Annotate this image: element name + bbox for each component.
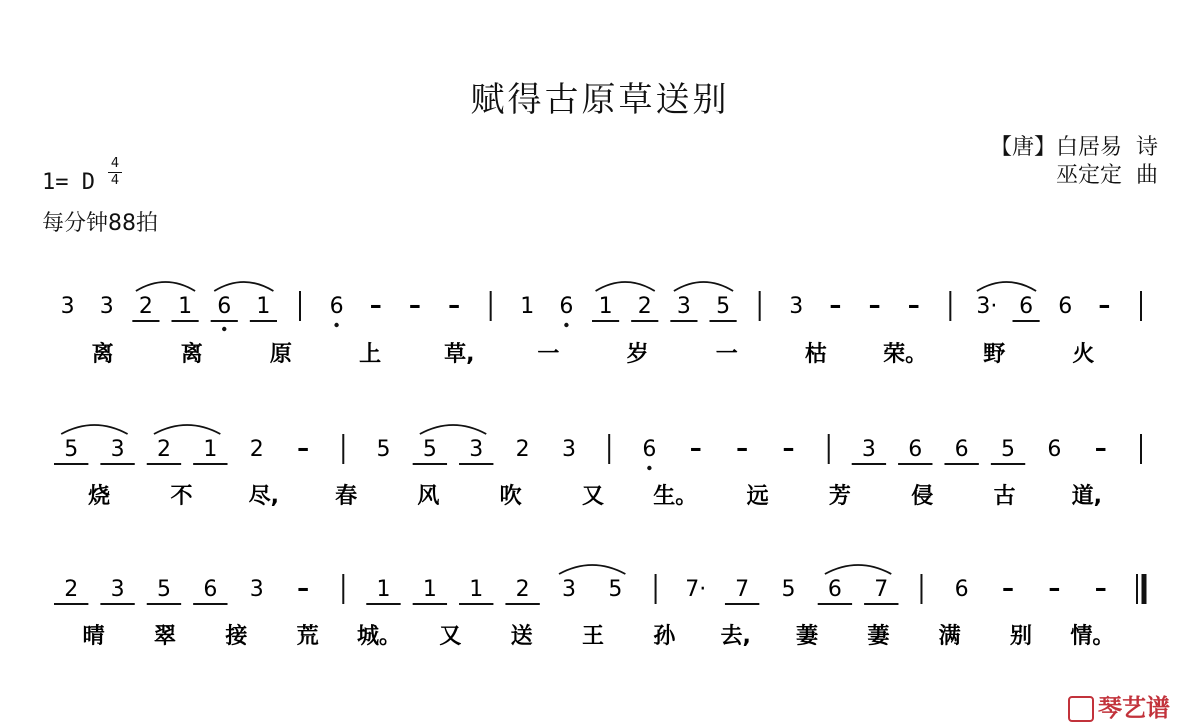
lyric-syllable: 古 — [993, 484, 1016, 509]
extension-dash: – — [736, 434, 749, 462]
site-logo — [1068, 688, 1170, 723]
lyric-syllable: 一 — [537, 342, 560, 367]
lyric-syllable: 王 — [581, 624, 605, 649]
note: 3 — [110, 437, 125, 462]
logo-icon — [1068, 696, 1094, 722]
extension-dash: – — [782, 434, 795, 462]
note: 3 — [676, 294, 691, 319]
lyric-syllable: 芳 — [828, 484, 851, 509]
note: 3 — [562, 437, 576, 462]
note: 2 — [515, 437, 530, 462]
page-title: 赋得古原草送别 — [470, 80, 730, 120]
note: 1 — [203, 437, 218, 462]
lyric-syllable: 又 — [439, 624, 462, 649]
lyric-syllable: 又 — [581, 484, 605, 509]
lyric-syllable: 生。 — [653, 484, 698, 509]
note: 5 — [376, 437, 391, 462]
note: 3 — [249, 577, 264, 602]
note: 3 — [562, 577, 576, 602]
lower-octave-dot — [222, 327, 226, 331]
note: 2 — [138, 294, 153, 319]
lower-octave-dot — [334, 323, 338, 327]
note: 6 — [1047, 437, 1062, 462]
note: 3 — [469, 437, 484, 462]
note: 5 — [1001, 437, 1016, 462]
poet-credit: 【唐】白居易 诗 — [990, 135, 1158, 160]
slur — [214, 282, 273, 291]
lyric-syllable: 萋 — [867, 624, 890, 649]
lyric-syllable: 春 — [335, 484, 358, 509]
lyric-syllable: 野 — [983, 342, 1006, 367]
lyric-syllable: 吹 — [499, 484, 522, 509]
slur — [977, 282, 1036, 291]
lyric-syllable: 荣。 — [883, 342, 928, 367]
slur — [154, 425, 220, 434]
lyric-syllable: 岁 — [626, 342, 649, 367]
lyric-syllable: 枯 — [804, 342, 827, 367]
lyric-syllable: 离 — [180, 342, 203, 367]
time-signature-top: 4 — [110, 156, 120, 171]
note: 6 — [642, 437, 657, 462]
extension-dash: – — [1002, 574, 1015, 602]
extension-dash: – — [1094, 434, 1107, 462]
lyric-syllable: 侵 — [911, 484, 934, 509]
composer-credit: 巫定定 曲 — [1056, 163, 1158, 188]
note: 7· — [685, 577, 707, 602]
note: 5 — [608, 577, 623, 602]
note: 1 — [178, 294, 193, 319]
lyric-syllable: 荒 — [296, 624, 319, 649]
extension-dash: – — [829, 291, 842, 319]
note: 3· — [976, 294, 998, 319]
note: 6 — [1058, 294, 1073, 319]
extension-dash: – — [1094, 574, 1107, 602]
note: 1 — [376, 577, 391, 602]
note: 5 — [781, 577, 796, 602]
lyric-syllable: 远 — [746, 484, 769, 509]
note: 2 — [515, 577, 530, 602]
lyric-syllable: 情。 — [1070, 624, 1115, 649]
lyric-syllable: 上 — [359, 342, 382, 367]
note: 1 — [422, 577, 437, 602]
lyric-syllable: 草, — [444, 342, 475, 367]
extension-dash: – — [448, 291, 461, 319]
note: 2 — [156, 437, 171, 462]
lyric-syllable: 满 — [938, 624, 961, 649]
note: 6 — [559, 294, 574, 319]
lyric-syllable: 城。 — [356, 624, 402, 649]
extension-dash: – — [1048, 574, 1061, 602]
slur — [596, 282, 655, 291]
lyric-syllable: 火 — [1072, 342, 1095, 367]
lyric-syllable: 翠 — [153, 624, 177, 649]
lyric-syllable: 离 — [91, 342, 114, 367]
note: 7 — [735, 577, 750, 602]
lyric-syllable: 不 — [170, 484, 193, 509]
lower-octave-dot — [647, 466, 651, 470]
lyric-syllable: 萋 — [795, 624, 819, 649]
lyric-syllable: 晴 — [82, 624, 105, 649]
extension-dash: – — [868, 291, 881, 319]
extension-dash: – — [369, 291, 382, 319]
note: 5 — [156, 577, 171, 602]
note: 6 — [908, 437, 923, 462]
extension-dash: – — [408, 291, 421, 319]
slur — [61, 425, 127, 434]
lower-octave-dot — [564, 323, 568, 327]
slur — [825, 565, 891, 574]
key-signature: 1= D — [42, 170, 95, 195]
note: 1 — [598, 294, 613, 319]
extension-dash: – — [297, 574, 310, 602]
slur — [420, 425, 486, 434]
note: 6 — [203, 577, 218, 602]
note: 2 — [64, 577, 79, 602]
note: 6 — [1019, 294, 1034, 319]
slur — [674, 282, 733, 291]
lyric-syllable: 一 — [715, 342, 738, 367]
note: 6 — [954, 577, 969, 602]
extension-dash: – — [297, 434, 310, 462]
lyric-syllable: 尽, — [248, 484, 279, 509]
note: 2 — [637, 294, 652, 319]
lyric-syllable: 去, — [720, 624, 751, 649]
lyric-syllable: 道, — [1071, 484, 1103, 509]
lyric-syllable: 送 — [510, 624, 533, 649]
extension-dash: – — [1098, 291, 1111, 319]
lyric-syllable: 风 — [417, 484, 440, 509]
lyric-syllable: 别 — [1009, 624, 1033, 649]
logo-text: 琴艺谱 — [1098, 694, 1170, 722]
note: 1 — [256, 294, 271, 319]
note: 7 — [874, 577, 889, 602]
note: 5 — [64, 437, 79, 462]
extension-dash: – — [689, 434, 702, 462]
extension-dash: – — [907, 291, 920, 319]
note: 3 — [99, 294, 114, 319]
note: 5 — [422, 437, 437, 462]
lyric-syllable: 原 — [269, 342, 292, 367]
note: 5 — [716, 294, 731, 319]
note: 3 — [789, 294, 804, 319]
tempo-marking: 每分钟88拍 — [42, 211, 158, 236]
note: 6 — [217, 294, 232, 319]
note: 3 — [861, 437, 876, 462]
slur — [559, 565, 625, 574]
time-signature-bottom: 4 — [110, 173, 120, 188]
note: 6 — [827, 577, 842, 602]
note: 1 — [469, 577, 484, 602]
note: 6 — [329, 294, 344, 319]
note: 2 — [249, 437, 264, 462]
slur — [136, 282, 195, 291]
note: 3 — [110, 577, 125, 602]
note: 6 — [954, 437, 969, 462]
lyric-syllable: 接 — [225, 624, 248, 649]
note: 1 — [520, 294, 535, 319]
lyric-syllable: 孙 — [653, 624, 676, 649]
note: 3 — [60, 294, 75, 319]
lyric-syllable: 烧 — [88, 484, 111, 509]
